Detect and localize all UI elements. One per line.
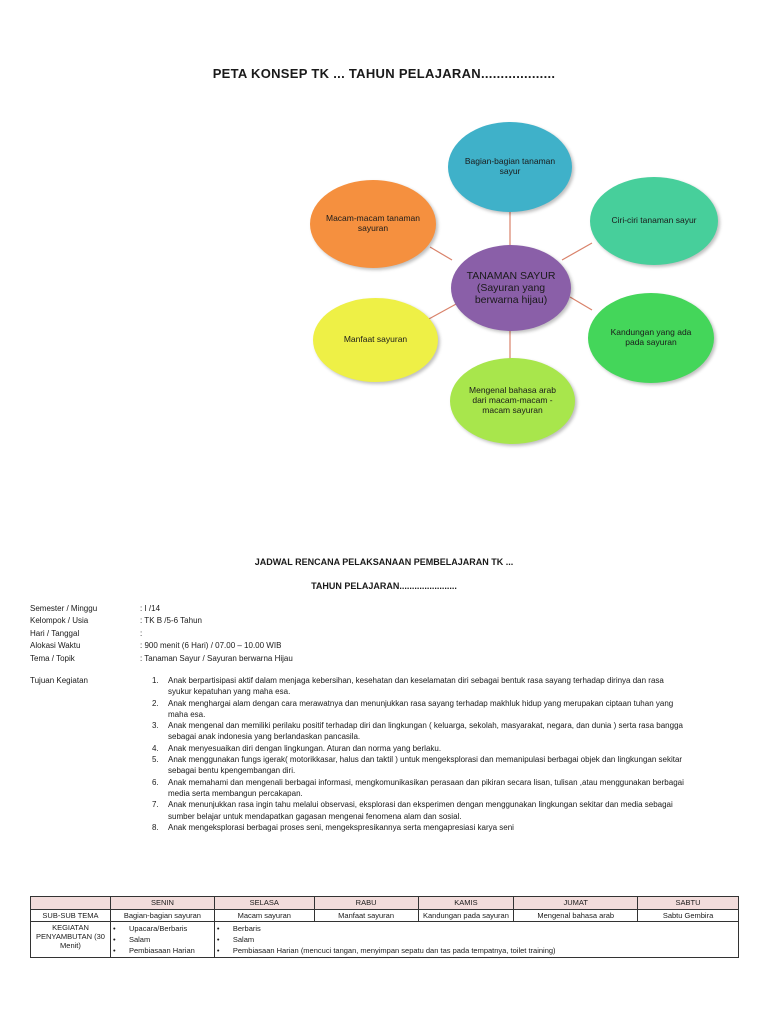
table-header-row bbox=[31, 897, 739, 910]
meta-row: Tema / Topik : Tanaman Sayur / Sayuran berwarna Hijau bbox=[30, 653, 293, 663]
table-row bbox=[31, 910, 739, 922]
meta-row: Semester / Minggu : I /14 bbox=[30, 604, 161, 613]
concept-node-bahasa-arab: Mengenal bahasa arab dari macam-macam - macam sayuran bbox=[450, 358, 575, 444]
list-item: 6. Anak memahami dan mengenali berbagai informasi, mengkomunikasikan perasaan dan pikiran secara lisan, tulisan ,atau menggunakan berbagai media serta membangun percakapan. bbox=[152, 777, 684, 798]
table-header: JUMAT bbox=[514, 897, 638, 910]
schedule-title: JADWAL RENCANA PELAKSANAAN PEMBELAJARAN TK ... bbox=[254, 557, 514, 567]
meta-row: Hari / Tanggal : bbox=[30, 628, 143, 638]
table-row bbox=[31, 922, 739, 958]
list-item: 8. Anak mengeksplorasi berbagai proses seni, mengekspresikannya serta mengapresiasi karya seni bbox=[152, 822, 514, 832]
table-header: SABTU bbox=[638, 897, 739, 910]
table-cell: • Berbaris • Salam • Pembiasaan Harian (mencuci tangan, menyimpan sepatu dan tas pada tempatnya, toilet training) bbox=[214, 922, 738, 958]
concept-node-macam: Macam-macam tanaman sayuran bbox=[310, 180, 436, 268]
concept-map bbox=[300, 115, 730, 450]
concept-node-ciri: Ciri-ciri tanaman sayur bbox=[590, 177, 718, 265]
page-title: PETA KONSEP TK ... TAHUN PELAJARAN................... bbox=[212, 66, 556, 81]
table-header: SELASA bbox=[214, 897, 314, 910]
list-item: 5. Anak menggunakan fungs igerak( motorikkasar, halus dan taktil ) untuk mengeksplorasi dan memanipulasi berbagai objek dan lingkungan sekitar sebagai bentu kpengembangan diri. bbox=[152, 755, 683, 776]
table-header: RABU bbox=[314, 897, 418, 910]
goals-label: Tujuan Kegiatan bbox=[30, 676, 88, 685]
table-cell: Mengenal bahasa arab bbox=[514, 910, 638, 922]
table-header bbox=[31, 897, 111, 910]
table-cell: Manfaat sayuran bbox=[314, 910, 418, 922]
list-item: 1. Anak berpartisipasi aktif dalam menjaga kebersihan, kesehatan dan keselamatan diri sebagai bentuk rasa sayang terhadap dirinya dan rasa syukur kepatuhan yang maha esa. bbox=[152, 676, 664, 697]
goals-list bbox=[152, 675, 687, 833]
list-item: 3. Anak mengenal dan memiliki perilaku positif terhadap diri dan lingkungan ( keluarga, sekolah, masyarakat, negara, dan dunia ) serta rasa bangga sebagai anak indonesia yang berlandaskan pancasila. bbox=[152, 721, 683, 742]
table-cell: Macam sayuran bbox=[214, 910, 314, 922]
schedule-year: TAHUN PELAJARAN....................... bbox=[311, 581, 457, 591]
meta-row: Alokasi Waktu : 900 menit (6 Hari) / 07.00 – 10.00 WIB bbox=[30, 641, 282, 651]
schedule-table bbox=[30, 896, 739, 958]
table-cell: Bagian-bagian sayuran bbox=[110, 910, 214, 922]
concept-node-kandungan: Kandungan yang ada pada sayuran bbox=[588, 293, 714, 383]
table-cell: SUB-SUB TEMA bbox=[31, 910, 111, 922]
concept-node-bagian: Bagian-bagian tanaman sayur bbox=[448, 122, 572, 212]
concept-node-manfaat: Manfaat sayuran bbox=[313, 298, 438, 382]
table-cell: Kandungan pada sayuran bbox=[418, 910, 514, 922]
meta-row: Kelompok / Usia : TK B /5-6 Tahun bbox=[30, 616, 202, 626]
list-item: 4. Anak menyesuaikan diri dengan lingkungan. Aturan dan norma yang berlaku. bbox=[152, 743, 442, 753]
table-header: SENIN bbox=[110, 897, 214, 910]
concept-node-center: TANAMAN SAYUR (Sayuran yang berwarna hijau) bbox=[451, 245, 571, 331]
list-item: 7. Anak menunjukkan rasa ingin tahu melalui observasi, eksplorasi dan eksperimen dengan menggunakan lingkungan sekitar dan media sebagai sumber belajar untuk mendapatkan gagasan mengenai fenomena alam dan sosial. bbox=[152, 800, 673, 821]
schedule-meta bbox=[30, 603, 293, 665]
table-cell: Sabtu Gembira bbox=[638, 910, 739, 922]
table-cell: • Upacara/Berbaris • Salam • Pembiasaan Harian bbox=[110, 922, 214, 958]
table-header: KAMIS bbox=[418, 897, 514, 910]
list-item: 2. Anak menghargai alam dengan cara merawatnya dan menunjukkan rasa sayang terhadap makhluk hidup yang merupakan ciptaan tuhan yang maha esa. bbox=[152, 698, 674, 719]
table-cell: KEGIATAN PENYAMBUTAN (30 Menit) bbox=[31, 922, 111, 958]
